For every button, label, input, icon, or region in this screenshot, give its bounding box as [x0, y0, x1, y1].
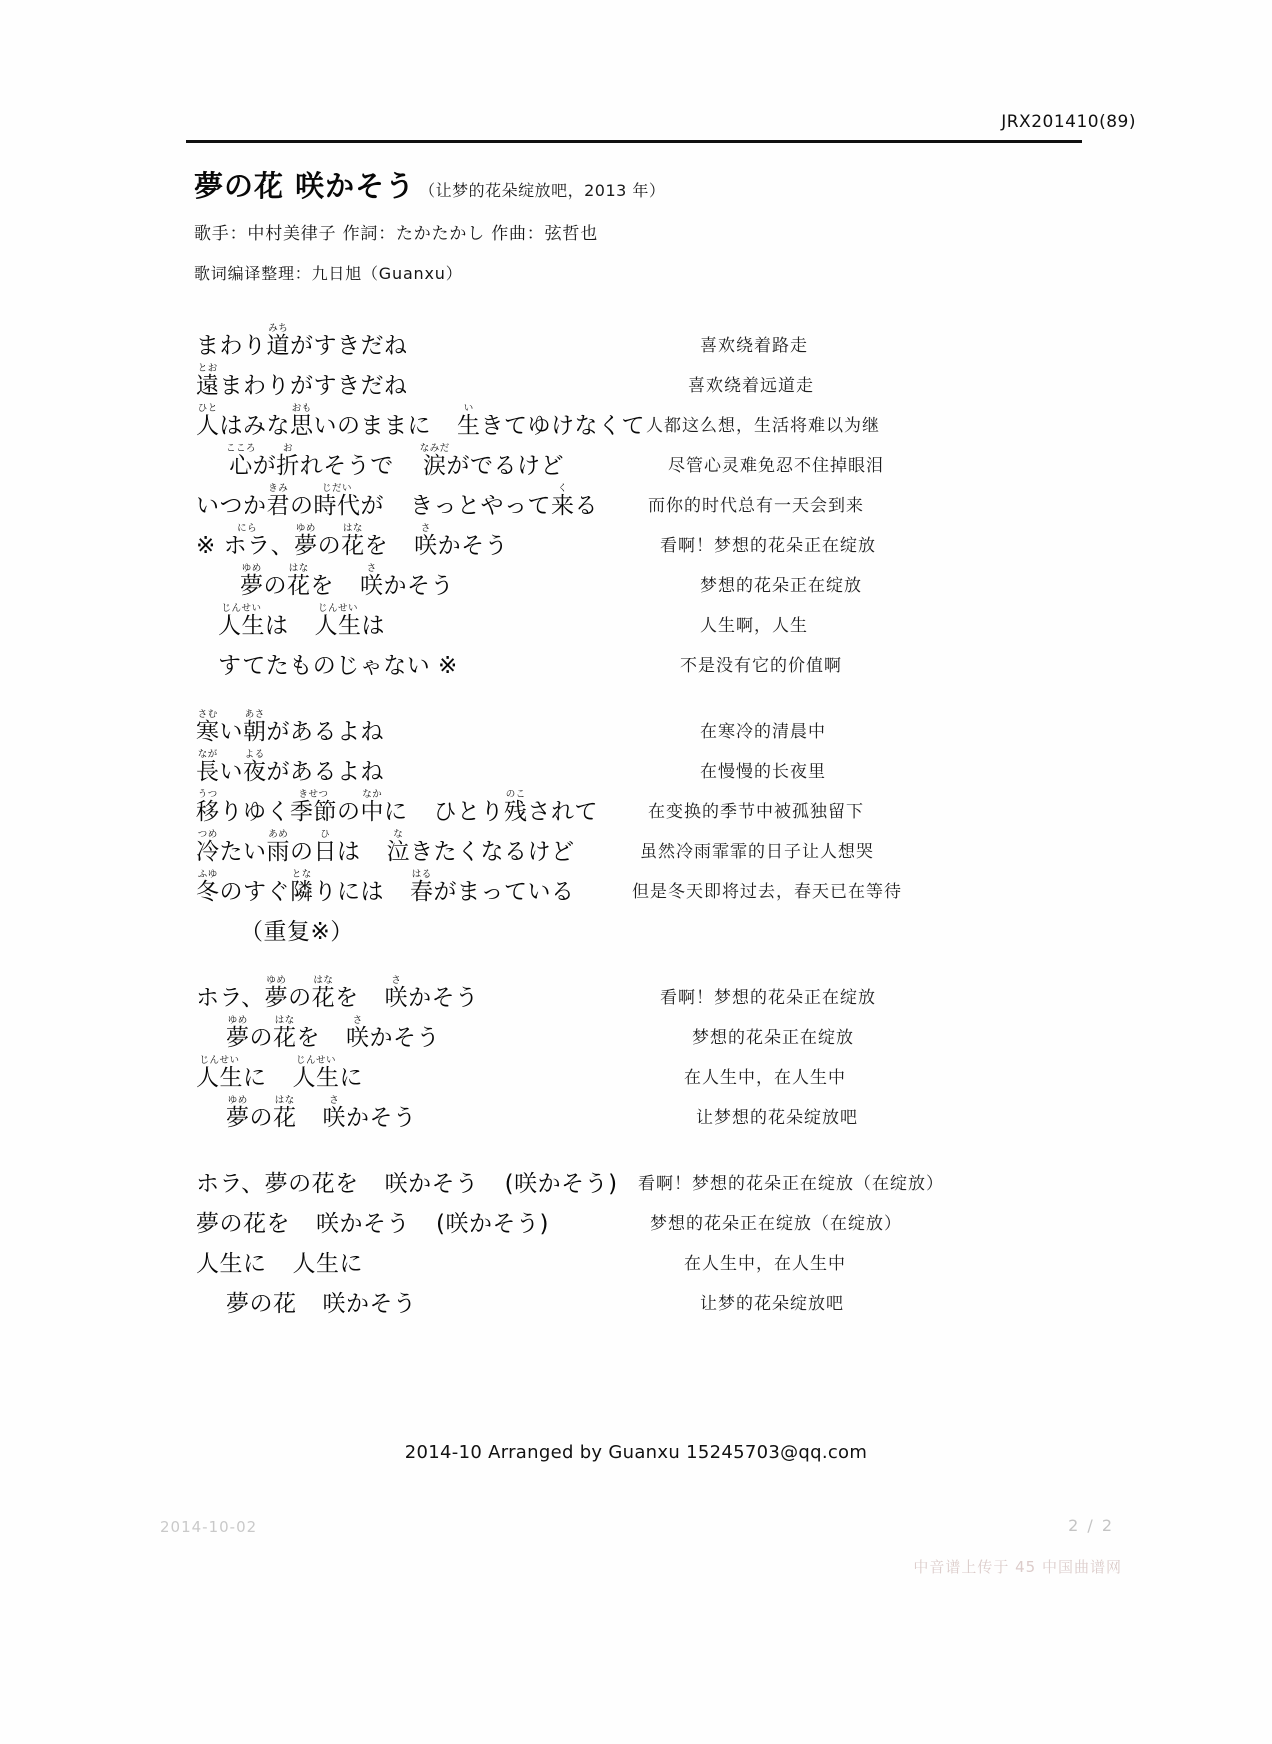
furigana-group: 夢ゆめ	[226, 1015, 250, 1051]
lyric-japanese: 寒さむい朝あさがあるよね	[196, 709, 384, 745]
lyric-row	[0, 398, 1272, 438]
lyric-stanza	[0, 318, 1272, 678]
furigana-group: 道みち	[266, 323, 290, 359]
furigana-reading: きせつ	[290, 789, 337, 800]
furigana-group: 涙なみだ	[419, 443, 450, 479]
furigana-reading: じんせい	[196, 1055, 243, 1066]
furigana-reading: なみだ	[419, 443, 450, 454]
lyric-japanese: 遠とおまわりがすきだね	[196, 363, 408, 399]
furigana-reading: ゆめ	[294, 523, 318, 534]
furigana-reading: じんせい	[314, 603, 362, 614]
furigana-group: 咲さ	[346, 1015, 370, 1051]
furigana-group: 花はな	[287, 563, 311, 599]
lyric-row	[0, 824, 1272, 864]
lyric-chinese: 梦想的花朵正在绽放（在绽放）	[650, 1214, 902, 1234]
lyric-japanese: 冬ふゆのすぐ隣となりには 春はるがまっている	[196, 869, 575, 905]
furigana-reading: うつ	[196, 789, 220, 800]
furigana-reading: あさ	[243, 709, 267, 720]
lyric-row	[0, 438, 1272, 478]
page-subtitle: （让梦的花朵绽放吧，2013 年）	[419, 181, 666, 200]
furigana-reading: ふゆ	[196, 869, 220, 880]
lyric-chinese: 在人生中，在人生中	[684, 1068, 846, 1088]
lyric-chinese: 看啊！梦想的花朵正在绽放（在绽放）	[638, 1174, 944, 1194]
lyric-row	[0, 638, 1272, 678]
lyric-row	[0, 478, 1272, 518]
furigana-reading: つめ	[196, 829, 220, 840]
lyric-chinese: 人都这么想，生活将难以为继	[646, 416, 880, 436]
lyric-row	[0, 784, 1272, 824]
lyric-stanza	[0, 704, 1272, 944]
lyric-chinese: 喜欢绕着远道走	[688, 376, 814, 396]
furigana-reading: ひと	[196, 403, 220, 414]
lyric-chinese: 在慢慢的长夜里	[700, 762, 826, 782]
furigana-reading: はな	[311, 975, 336, 986]
lyric-japanese: ホラ、夢の花を 咲かそう (咲かそう)	[196, 1171, 618, 1197]
furigana-group: 花はな	[341, 523, 365, 559]
furigana-reading: こころ	[226, 443, 257, 454]
furigana-reading: とな	[290, 869, 314, 880]
furigana-group: 長なが	[196, 749, 220, 785]
furigana-group: 咲さ	[414, 523, 438, 559]
furigana-reading: ゆめ	[226, 1095, 250, 1106]
furigana-group: 咲さ	[360, 563, 384, 599]
furigana-group: 折お	[276, 443, 300, 479]
furigana-reading: ひ	[313, 829, 337, 840]
furigana-group: 咲さ	[322, 1095, 346, 1131]
furigana-group: 花はな	[273, 1015, 297, 1051]
lyric-japanese: 人ひとはみな思おもいのままに 生いきてゆけなくて	[196, 403, 645, 439]
furigana-group: 泣な	[386, 829, 410, 865]
furigana-group: 日ひ	[313, 829, 337, 865]
lyric-japanese: いつか君きみの時代じだいが きっとやって来くる	[196, 483, 598, 519]
lyric-japanese: ※ ホラにら、夢ゆめの花はなを 咲さかそう	[196, 523, 509, 559]
furigana-reading: にら	[223, 523, 271, 534]
furigana-reading: さむ	[196, 709, 220, 720]
lyric-chinese: 尽管心灵难免忍不住掉眼泪	[668, 456, 884, 476]
furigana-group: 咲さ	[384, 975, 409, 1011]
furigana-reading: お	[276, 443, 300, 454]
furigana-reading: はな	[341, 523, 365, 534]
furigana-reading: はな	[287, 563, 311, 574]
furigana-reading: さ	[346, 1015, 370, 1026]
furigana-group: 夢ゆめ	[264, 975, 289, 1011]
furigana-group: 花はな	[273, 1095, 297, 1131]
furigana-group: 夢ゆめ	[294, 523, 318, 559]
lyric-row	[0, 1050, 1272, 1090]
furigana-reading: じんせい	[292, 1055, 340, 1066]
furigana-group: ホラにら	[223, 523, 271, 559]
furigana-reading: みち	[266, 323, 290, 334]
furigana-reading: さ	[360, 563, 384, 574]
lyric-row	[0, 744, 1272, 784]
footer-watermark: 中音谱上传于 45 中国曲谱网	[913, 1558, 1122, 1576]
furigana-group: 花はな	[311, 975, 336, 1011]
footer-page-number: 2 / 2	[1068, 1516, 1114, 1535]
lyric-chinese: 喜欢绕着路走	[700, 336, 808, 356]
furigana-reading: い	[457, 403, 481, 414]
lyric-chinese: 看啊！梦想的花朵正在绽放	[660, 536, 876, 556]
lyric-japanese: 心こころが折おれそうで 涙なみだがでるけど	[226, 443, 564, 479]
furigana-group: 残のこ	[504, 789, 528, 825]
furigana-group: 時代じだい	[313, 483, 361, 519]
furigana-reading: なが	[196, 749, 220, 760]
lyric-japanese: 夢ゆめの花はな咲さかそう	[226, 1095, 417, 1131]
furigana-reading: はる	[410, 869, 434, 880]
furigana-reading: きみ	[266, 483, 290, 494]
furigana-reading: ゆめ	[240, 563, 264, 574]
furigana-reading: な	[386, 829, 410, 840]
credits-line: 歌手：中村美律子 作詞：たかたかし 作曲：弦哲也	[194, 224, 599, 245]
furigana-reading: あめ	[266, 829, 290, 840]
furigana-reading: なか	[360, 789, 384, 800]
lyric-row	[0, 864, 1272, 904]
document-code: JRX201410(89)	[1001, 112, 1136, 132]
furigana-reading: く	[551, 483, 575, 494]
header-divider	[186, 140, 1082, 143]
furigana-group: 夜よる	[243, 749, 267, 785]
footer-arranged-by: 2014-10 Arranged by Guanxu 15245703@qq.com	[404, 1442, 868, 1463]
lyric-row	[0, 358, 1272, 398]
lyric-chinese: 看啊！梦想的花朵正在绽放	[660, 988, 876, 1008]
furigana-reading: じんせい	[218, 603, 265, 614]
furigana-reading: はな	[273, 1015, 297, 1026]
furigana-group: 季節きせつ	[290, 789, 337, 825]
furigana-group: 寒さむ	[196, 709, 220, 745]
lyric-chinese: 让梦想的花朵绽放吧	[696, 1108, 858, 1128]
furigana-group: 移うつ	[196, 789, 220, 825]
lyric-japanese: すてたものじゃない ※	[218, 653, 458, 679]
furigana-group: 思おも	[290, 403, 314, 439]
lyric-japanese: 人生に 人生に	[196, 1251, 363, 1277]
lyric-chinese: 梦想的花朵正在绽放	[700, 576, 862, 596]
lyric-japanese: 夢ゆめの花はなを 咲さかそう	[240, 563, 454, 599]
lyric-japanese: ホラ、夢ゆめの花はなを 咲さかそう	[196, 975, 479, 1011]
lyrics-body	[0, 318, 1272, 1342]
furigana-group: 夢ゆめ	[240, 563, 264, 599]
lyric-chinese: 而你的时代总有一天会到来	[648, 496, 864, 516]
furigana-reading: とお	[196, 363, 220, 374]
furigana-reading: さ	[384, 975, 409, 986]
furigana-reading: はな	[273, 1095, 297, 1106]
lyric-row	[0, 704, 1272, 744]
lyric-japanese: 人生じんせいは 人生じんせいは	[218, 603, 385, 639]
lyric-chinese: 在寒冷的清晨中	[700, 722, 826, 742]
lyric-row	[0, 970, 1272, 1010]
lyric-row	[0, 1276, 1272, 1316]
furigana-reading: さ	[414, 523, 438, 534]
furigana-group: 朝あさ	[243, 709, 267, 745]
lyric-japanese: 移うつりゆく季節きせつの中なかに ひとり残のこされて	[196, 789, 598, 825]
lyric-row	[0, 904, 1272, 944]
furigana-reading: ゆめ	[264, 975, 289, 986]
lyric-row	[0, 518, 1272, 558]
furigana-group: 人生じんせい	[292, 1055, 340, 1091]
furigana-group: 人ひと	[196, 403, 220, 439]
furigana-group: 雨あめ	[266, 829, 290, 865]
editor-line: 歌词编译整理：九日旭（Guanxu）	[194, 264, 463, 284]
lyric-japanese: 冷つめたい雨あめの日ひは 泣なきたくなるけど	[196, 829, 575, 865]
furigana-group: 人生じんせい	[218, 603, 265, 639]
lyric-japanese: 夢ゆめの花はなを 咲さかそう	[226, 1015, 440, 1051]
page-title: 夢の花 咲かそう	[194, 169, 416, 203]
title-line	[194, 168, 1014, 204]
lyric-stanza	[0, 970, 1272, 1130]
lyric-row	[0, 1236, 1272, 1276]
furigana-group: 生い	[457, 403, 481, 439]
furigana-reading: のこ	[504, 789, 528, 800]
furigana-reading: さ	[322, 1095, 346, 1106]
lyric-row	[0, 558, 1272, 598]
lyric-row	[0, 1156, 1272, 1196]
furigana-group: 人生じんせい	[314, 603, 362, 639]
lyric-row	[0, 1090, 1272, 1130]
lyric-japanese: 人生じんせいに 人生じんせいに	[196, 1055, 363, 1091]
furigana-group: 冷つめ	[196, 829, 220, 865]
lyric-japanese: 夢の花 咲かそう	[226, 1291, 417, 1317]
furigana-reading: よる	[243, 749, 267, 760]
lyric-chinese: 人生啊，人生	[700, 616, 808, 636]
furigana-reading: ゆめ	[226, 1015, 250, 1026]
furigana-reading: おも	[290, 403, 314, 414]
furigana-group: 人生じんせい	[196, 1055, 243, 1091]
lyric-chinese: 在人生中，在人生中	[684, 1254, 846, 1274]
lyric-chinese: 虽然冷雨霏霏的日子让人想哭	[640, 842, 874, 862]
lyric-japanese: 長ながい夜よるがあるよね	[196, 749, 384, 785]
lyric-chinese: 但是冬天即将过去，春天已在等待	[632, 882, 902, 902]
lyric-japanese: （重复※）	[240, 919, 354, 945]
furigana-group: 遠とお	[196, 363, 220, 399]
lyric-chinese: 梦想的花朵正在绽放	[692, 1028, 854, 1048]
lyric-row	[0, 318, 1272, 358]
lyric-chinese: 让梦的花朵绽放吧	[700, 1294, 844, 1314]
lyric-japanese: まわり道みちがすきだね	[196, 323, 408, 359]
furigana-group: 中なか	[360, 789, 384, 825]
title-block	[194, 168, 1014, 284]
furigana-group: 心こころ	[226, 443, 257, 479]
furigana-group: 夢ゆめ	[226, 1095, 250, 1131]
lyric-stanza	[0, 1156, 1272, 1316]
lyric-chinese: 不是没有它的价值啊	[680, 656, 842, 676]
furigana-group: 君きみ	[266, 483, 290, 519]
furigana-group: 来く	[551, 483, 575, 519]
lyric-row	[0, 1010, 1272, 1050]
lyric-japanese: 夢の花を 咲かそう (咲かそう)	[196, 1211, 549, 1237]
furigana-group: 春はる	[410, 869, 434, 905]
furigana-group: 隣とな	[290, 869, 314, 905]
lyric-row	[0, 598, 1272, 638]
lyric-row	[0, 1196, 1272, 1236]
footer-date: 2014-10-02	[160, 1518, 258, 1536]
furigana-reading: じだい	[313, 483, 361, 494]
furigana-group: 冬ふゆ	[196, 869, 220, 905]
lyric-chinese: 在变换的季节中被孤独留下	[648, 802, 864, 822]
